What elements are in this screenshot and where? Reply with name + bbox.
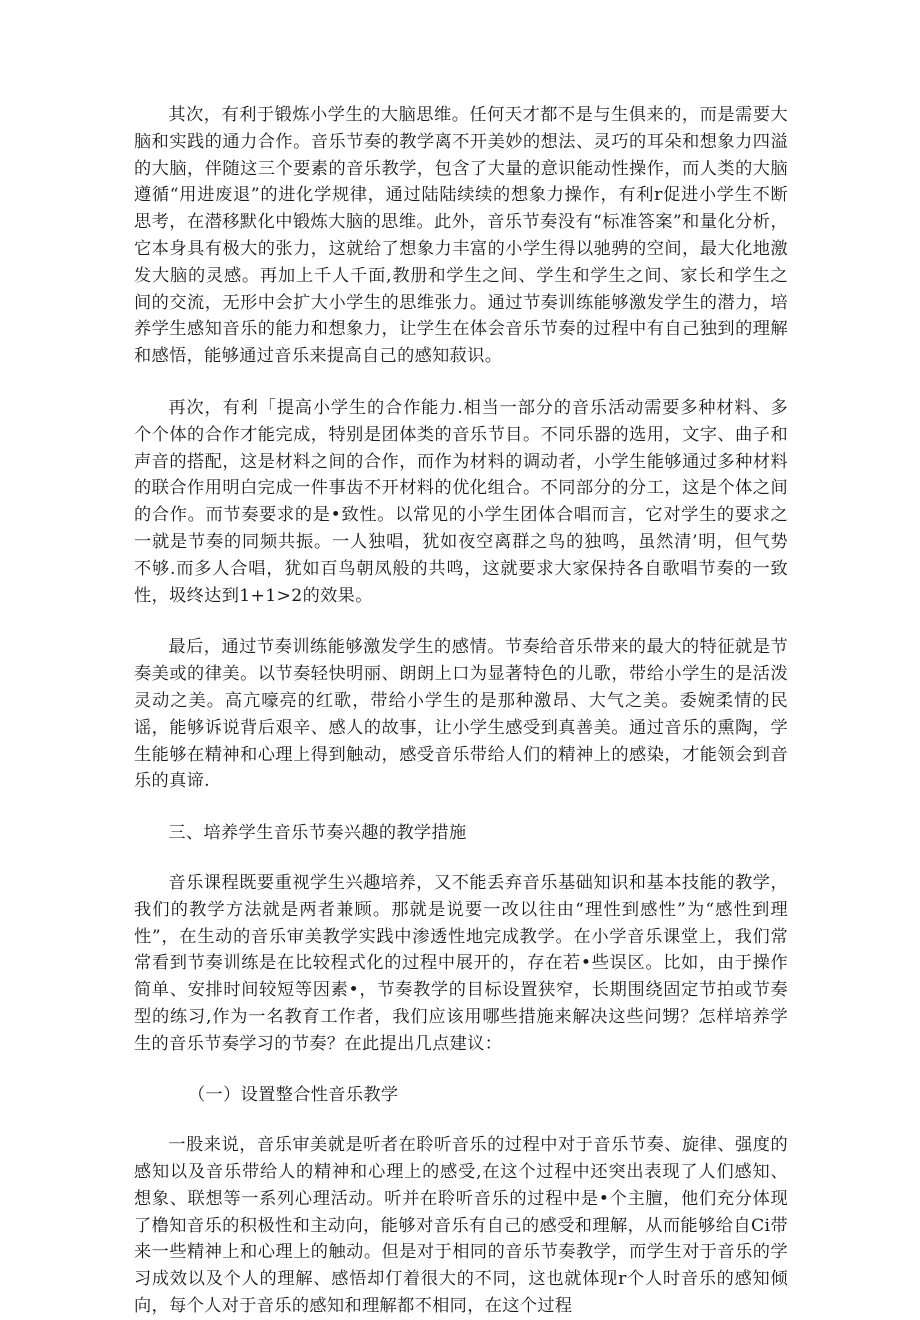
paragraph-teaching-measures: 音乐课程既要重视学生兴趣培养，又不能丢弃音乐基础知识和基本技能的教学，我们的教学方法就是两者兼顾。那就是说要一改以往由“理性到感性”为“感性到理性”，在生动的音乐审美教学实践中渗透性地完成教学。在小学音乐课堂上，我们常常看到节奏训练是在比较程式化的过程中展开的，存在若•些误区。比如，由于操作简单、安排时间较短等因素•，节奏教学的目标设置狭窄，长期围绕固定节拍或节奏型的练习,作为一名教育工作者，我们应该用哪些措施来解决这些问甥？怎样培养学生的音乐节奏学习的节奏？在此提出几点建议： [134,872,788,1054]
paragraph-integrated-teaching: 一股来说，音乐审美就是听者在聆听音乐的过程中对于音乐节奏、旋律、强度的感知以及音乐带给人的精神和心理上的感受,在这个过程中还突出表现了人们感知、想象、联想等一系列心理活动。听并在聆听音乐的过程中是•个主膻，他们充分体现了橹知音乐的积极性和主动向，能够对音乐有自己的感受和理解，从而能够给自Ci带来一些精神上和心理上的触动。但是对于相同的音乐节奏教学，而学生对于音乐的学习成效以及个人的理解、感悟却仃着很大的不同，这也就体现r个人时音乐的感知倾向，每个人对于音乐的感知和理解都不相同，在这个过程 [134,1135,788,1317]
paragraph-cooperation: 再次，有利「提高小学生的合作能力.相当一部分的音乐活动需要多种材料、多个个体的合作才能完成，特别是团体类的音乐节目。不同乐器的选用，文字、曲子和声音的搭配，这是材料之间的合作，而作为材料的调动者，小学生能够通过多种材料的联合作用明白完成一件事齿不开材料的优化组合。不同部分的分工，这是个体之间的合作。而节奏要求的是•致性。以常见的小学生团体合唱而言，它对学生的要求之一就是节奏的同频共振。一人独唱，犹如夜空离群之鸟的独鸣，虽然清’明，但气势不够.而多人合唱，犹如百鸟朝凤般的共鸣，这就要求大家保持各自歌唱节奏的一致性，圾终达到1+1>2的效果。 [134,397,788,606]
document-body [134,102,788,1320]
subsection-heading: （一）设置整合性音乐教学 [188,1084,399,1105]
paragraph-emotion: 最后，通过节奏训练能够激发学生的感情。节奏给音乐带来的最大的特征就是节奏美或的律美。以节奏轻快明丽、朗朗上口为显著特色的儿歌，带给小学生的是活泼灵动之美。高亢嚎亮的红歌，带给小学生的是那种激昂、大气之美。委婉柔情的民谣，能够诉说背后艰辛、感人的故事，让小学生感受到真善美。通过音乐的熏陶，学生能够在精神和心理上得到触动，感受音乐带给人们的精神上的感染，才能领会到音乐的真谛. [134,637,788,792]
paragraph-brain-thinking: 其次，有利于锻炼小学生的大脑思维。任何天才都不是与生俱来的，而是需要大脑和实践的通力合作。音乐节奏的教学离不开美妙的想法、灵巧的耳朵和想象力四溢的大脑，伴随这三个要素的音乐教学，包含了大量的意识能动性操作，而人类的大脑遵循“用进废退”的进化学规律，通过陆陆续续的想象力操作，有利r促进小学生不断思考，在潜移默化中锻炼大脑的思维。此外，音乐节奏没有“标准答案”和量化分析，它本身具有极大的张力，这就给了想象力丰富的小学生得以驰骋的空间，最大化地激发大脑的灵感。再加上千人千面,教册和学生之间、学生和学生之间、家长和学生之间的交流，无形中会扩大小学生的思维张力。通过节奏训练能够激发学生的潜力，培养学生感知音乐的能力和想象力，让学生在体会音乐节奏的过程中有自己独到的理解和感悟，能够通过音乐来提高自己的感知菽识。 [134,105,788,367]
section-heading: 三、培养学生音乐节奏兴趣的教学措施 [168,823,467,844]
